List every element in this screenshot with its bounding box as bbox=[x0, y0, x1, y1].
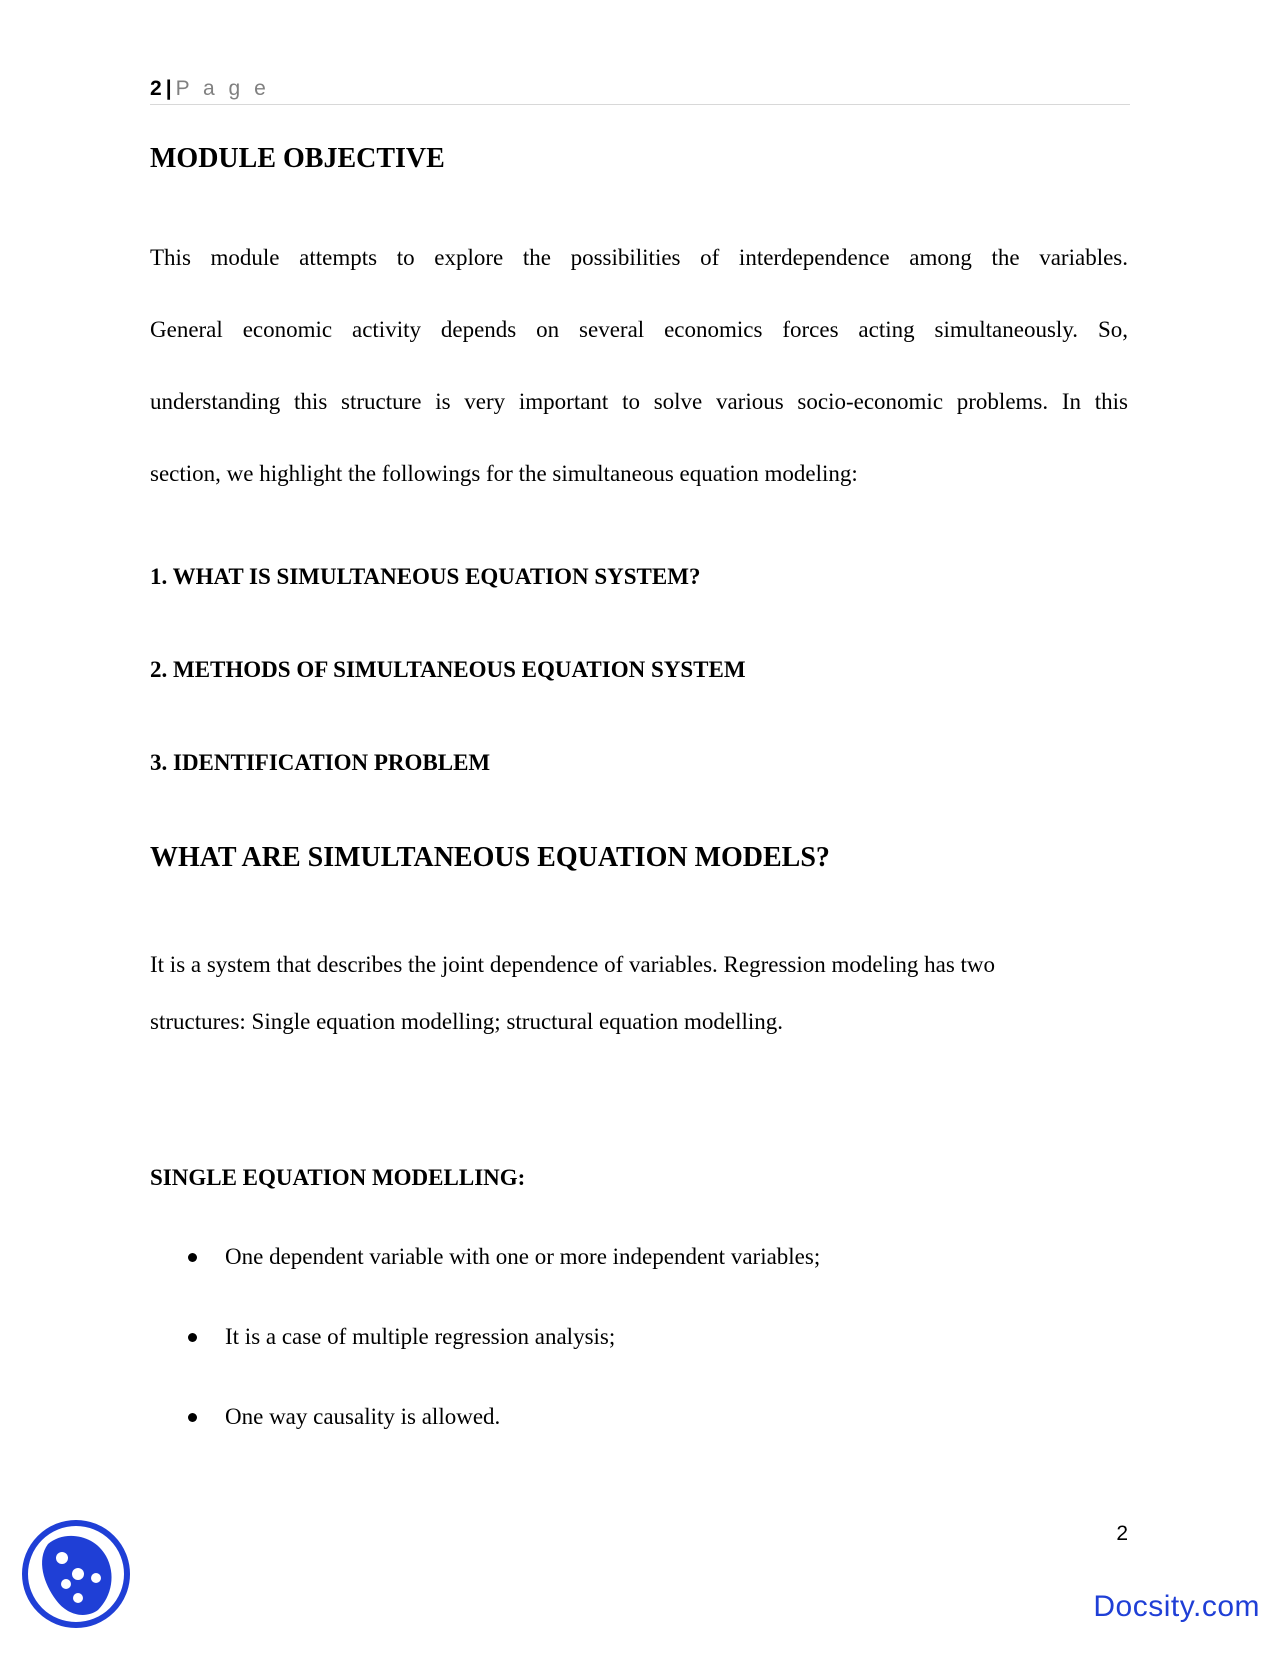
module-objective-heading: MODULE OBJECTIVE bbox=[150, 143, 445, 174]
running-header bbox=[150, 74, 1130, 105]
list-item-text: One dependent variable with one or more independent variables; bbox=[225, 1244, 821, 1269]
bullet-icon bbox=[188, 1413, 197, 1422]
single-equation-heading: SINGLE EQUATION MODELLING: bbox=[150, 1165, 526, 1190]
list-item bbox=[150, 1322, 1050, 1402]
bullet-icon bbox=[188, 1253, 197, 1262]
single-equation-bullet-list bbox=[150, 1242, 1050, 1482]
simultaneous-models-paragraph bbox=[150, 950, 1128, 1064]
paragraph-line: General economic activity depends on several economics forces acting simultaneously. So, bbox=[150, 317, 1128, 342]
list-item-text: One way causality is allowed. bbox=[225, 1404, 501, 1429]
topic-heading-3: 3. IDENTIFICATION PROBLEM bbox=[150, 750, 491, 775]
header-page-number: 2 bbox=[150, 77, 162, 100]
footer-page-number: 2 bbox=[1116, 1522, 1128, 1545]
docsity-brand-link[interactable]: Docsity.com bbox=[1093, 1590, 1260, 1623]
paragraph-line: This module attempts to explore the possibilities of interdependence among the variables. bbox=[150, 245, 1128, 270]
list-item bbox=[150, 1242, 1050, 1322]
paragraph-line: It is a system that describes the joint dependence of variables. Regression modeling has two bbox=[150, 952, 996, 977]
list-item bbox=[150, 1402, 1050, 1482]
bullet-icon bbox=[188, 1333, 197, 1342]
module-objective-paragraph bbox=[150, 243, 1128, 531]
header-separator: | bbox=[165, 77, 172, 100]
list-item-text: It is a case of multiple regression analysis; bbox=[225, 1324, 616, 1349]
simultaneous-models-heading: WHAT ARE SIMULTANEOUS EQUATION MODELS? bbox=[150, 842, 830, 873]
header-page-word: P a g e bbox=[175, 77, 270, 100]
topic-heading-2: 2. METHODS OF SIMULTANEOUS EQUATION SYSTEM bbox=[150, 657, 746, 682]
topic-heading-1: 1. WHAT IS SIMULTANEOUS EQUATION SYSTEM? bbox=[150, 564, 701, 589]
paragraph-line: section, we highlight the followings for the simultaneous equation modeling: bbox=[150, 461, 858, 486]
paragraph-line: structures: Single equation modelling; structural equation modelling. bbox=[150, 1009, 784, 1034]
paragraph-line: understanding this structure is very important to solve various socio-economic problems. In this bbox=[150, 389, 1128, 414]
docsity-logo-icon[interactable] bbox=[20, 1518, 132, 1630]
